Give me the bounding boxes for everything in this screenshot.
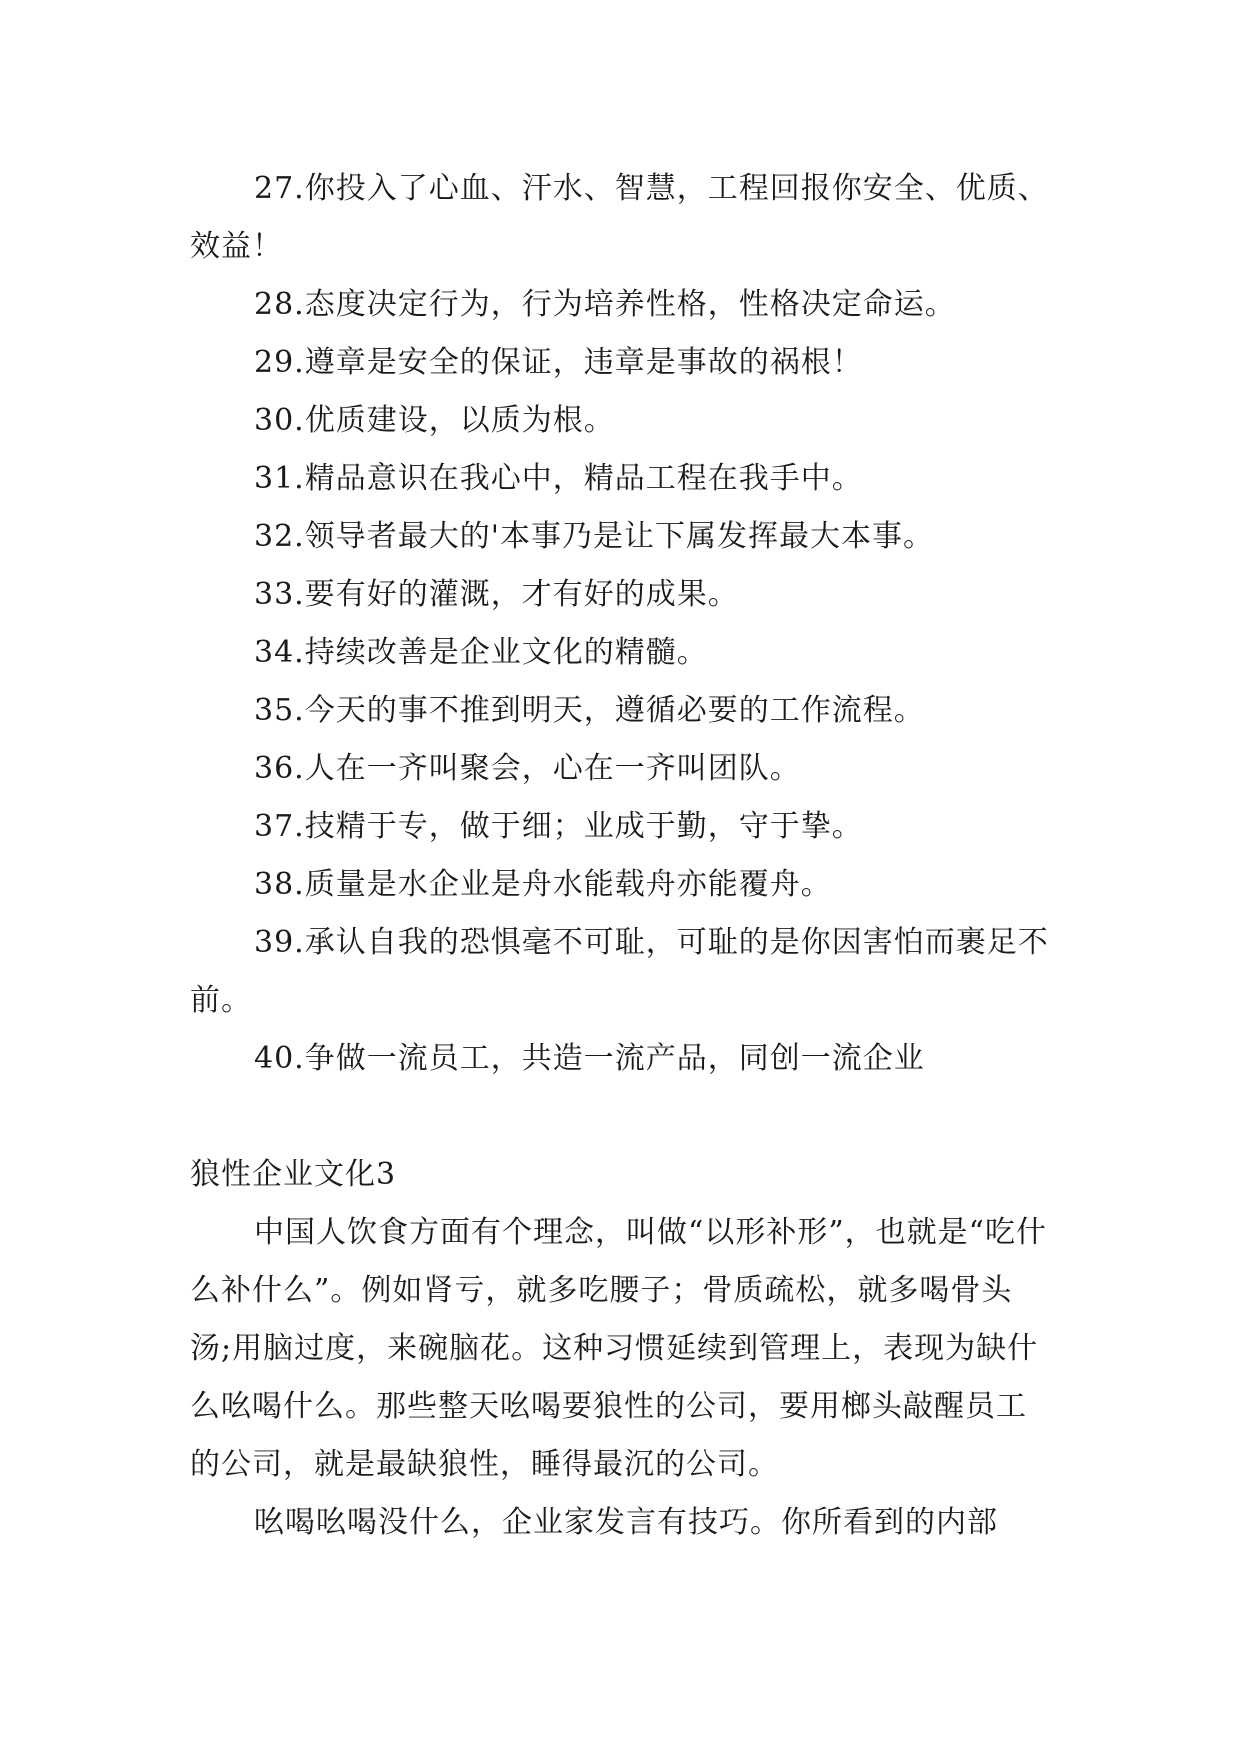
body-paragraph-2: 吆喝吆喝没什么，企业家发言有技巧。你所看到的内部 <box>254 1505 998 1540</box>
list-item-40: 40.争做一流员工，共造一流产品，同创一流企业 <box>254 1041 925 1076</box>
list-item-39: 39.承认自我的恐惧毫不可耻，可耻的是你因害怕而裹足不前。 <box>190 925 1049 1018</box>
list-item-34: 34.持续改善是企业文化的精髓。 <box>254 635 708 670</box>
body-paragraph-1: 中国人饮食方面有个理念，叫做“以形补形”，也就是“吃什么补什么”。例如肾亏，就多吃腰子；骨质疏松，就多喝骨头汤;用脑过度，来碗脑花。这种习惯延续到管理上，表现为缺什么吆喝什么。那些整天吆喝要狼性的公司，要用榔头敲醒员工的公司，就是最缺狼性，睡得最沉的公司。 <box>190 1215 1048 1482</box>
document-body <box>190 160 1050 1552</box>
list-item-32: 32.领导者最大的'本事乃是让下属发挥最大本事。 <box>254 519 934 554</box>
list-item-35: 35.今天的事不推到明天，遵循必要的工作流程。 <box>254 693 925 728</box>
list-item-29: 29.遵章是安全的保证，违章是事故的祸根！ <box>254 345 863 380</box>
list-item-38: 38.质量是水企业是舟水能载舟亦能覆舟。 <box>254 867 832 902</box>
list-item-36: 36.人在一齐叫聚会，心在一齐叫团队。 <box>254 751 801 786</box>
list-item-31: 31.精品意识在我心中，精品工程在我手中。 <box>254 461 863 496</box>
list-item-28: 28.态度决定行为，行为培养性格，性格决定命运。 <box>254 287 956 322</box>
list-item-33: 33.要有好的灌溉，才有好的成果。 <box>254 577 739 612</box>
list-item-27: 27.你投入了心血、汗水、智慧，工程回报你安全、优质、效益！ <box>190 171 1049 264</box>
list-item-30: 30.优质建设，以质为根。 <box>254 403 615 438</box>
section-title: 狼性企业文化3 <box>190 1157 397 1192</box>
list-item-37: 37.技精于专，做于细；业成于勤，守于挚。 <box>254 809 863 844</box>
